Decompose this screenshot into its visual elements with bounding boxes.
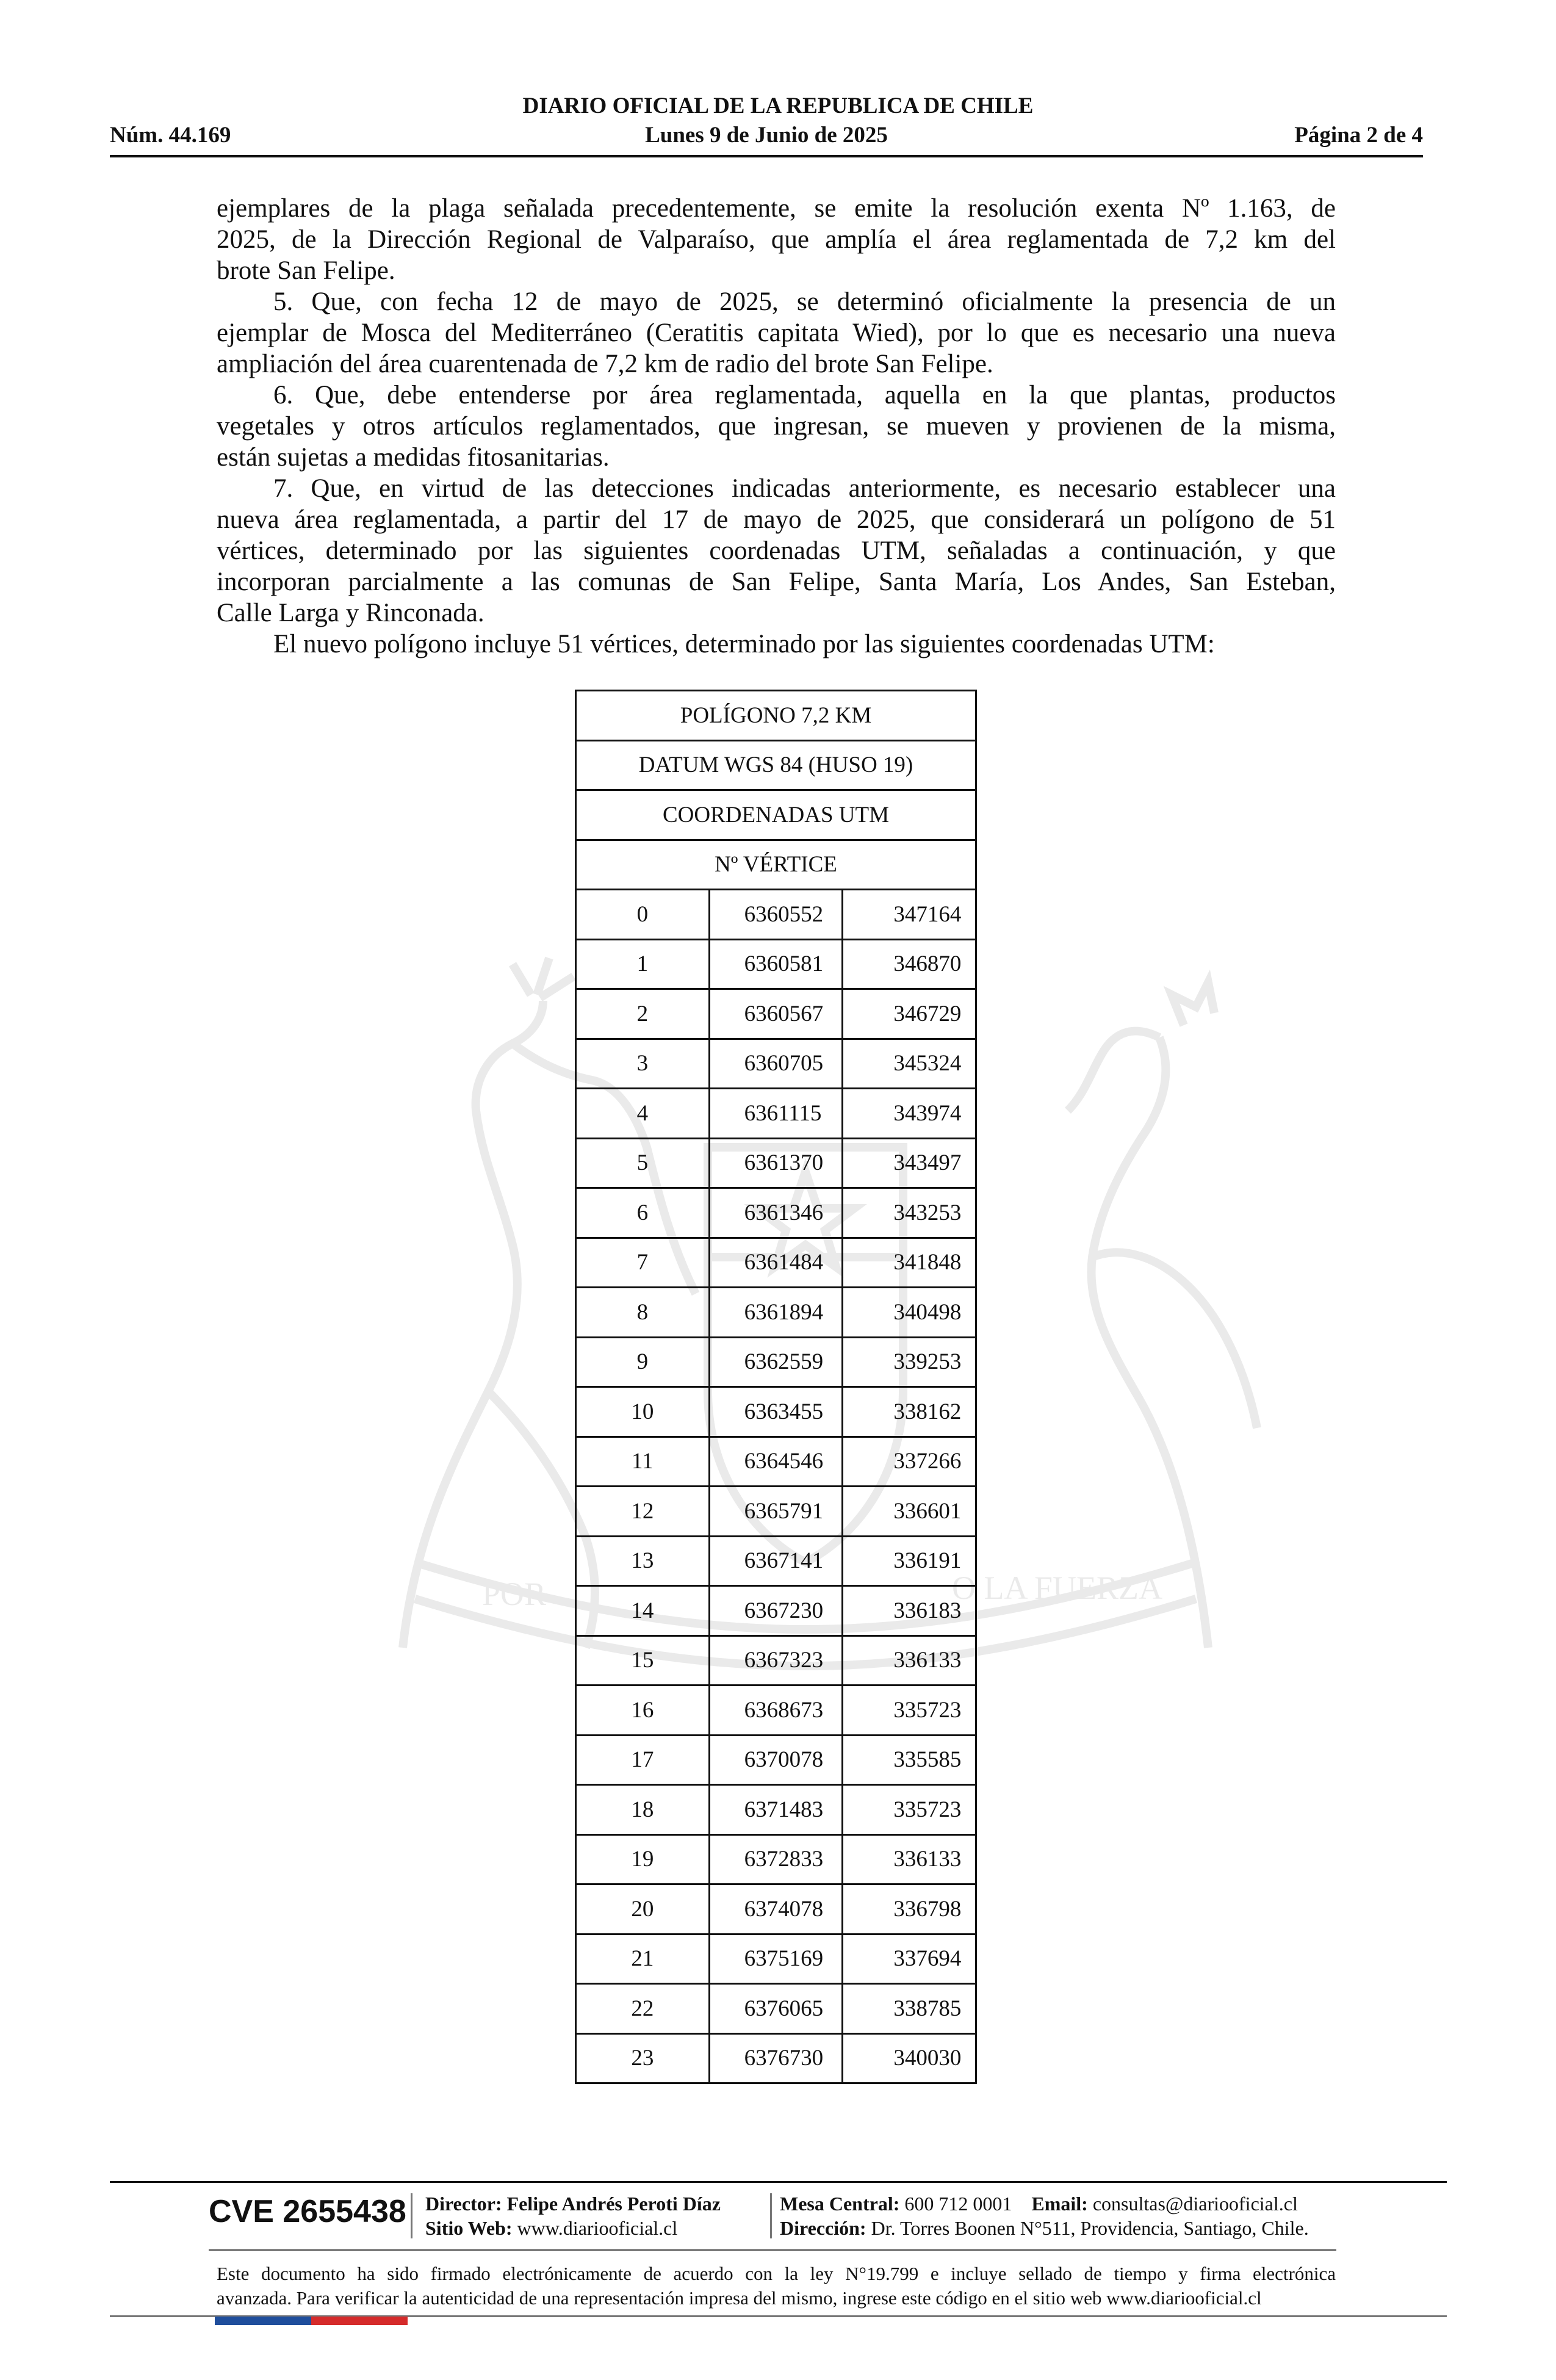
northing-cell: 6370078 [709,1735,843,1785]
easting-cell: 336798 [843,1884,976,1935]
easting-cell: 336133 [843,1834,976,1884]
email-link[interactable]: consultas@diariooficial.cl [1092,2193,1298,2215]
text-line: incorporan parcialmente a las comunas de San Felipe, Santa María, Los Andes, San Esteban, [217,568,1336,596]
easting-cell: 335585 [843,1735,976,1785]
vertex-number-cell: 9 [576,1337,710,1387]
northing-cell: 6360552 [709,890,843,940]
footer-divider-top [110,2181,1447,2183]
northing-cell: 6372833 [709,1834,843,1884]
vertex-number-cell: 8 [576,1288,710,1338]
easting-cell: 338785 [843,1984,976,2034]
vertex-number-cell: 0 [576,890,710,940]
watermark-motto-right: O LA FUERZA [952,1570,1163,1606]
vertex-number-cell: 13 [576,1536,710,1586]
text-line: vegetales y otros artículos reglamentados, que ingresan, se mueven y provienen de la misma, [217,412,1336,441]
northing-cell: 6371483 [709,1785,843,1835]
northing-cell: 6364546 [709,1437,843,1487]
easting-cell: 335723 [843,1785,976,1835]
email-label: Email: [1031,2193,1088,2215]
footer-director-block [425,2191,721,2240]
table-row [576,1138,976,1188]
northing-cell: 6367141 [709,1536,843,1586]
northing-cell: 6362559 [709,1337,843,1387]
vertex-number-cell: 19 [576,1834,710,1884]
table-row [576,1288,976,1338]
issue-number: Núm. 44.169 [110,123,231,148]
easting-cell: 336133 [843,1635,976,1686]
table-title-row [576,691,976,741]
easting-cell: 343497 [843,1138,976,1188]
footer-contact-block [780,2191,1309,2240]
northing-cell: 6363455 [709,1387,843,1437]
northing-cell: 6374078 [709,1884,843,1935]
easting-cell: 338162 [843,1387,976,1437]
northing-cell: 6367230 [709,1586,843,1636]
table-row [576,989,976,1039]
legal-line: avanzada. Para verificar la autenticidad de una representación impresa del mismo, ingrese este código en el sitio web www.diariooficial.cl [217,2287,1262,2309]
table-vertex-label-row [576,840,976,890]
paragraph-5 [217,286,1336,380]
northing-cell: 6367323 [709,1635,843,1686]
table-row [576,1089,976,1139]
vertex-number-cell: 15 [576,1635,710,1686]
text-line: nueva área reglamentada, a partir del 17 de mayo de 2025, que considerará un polígono de 51 [217,505,1336,534]
table-row [576,1387,976,1437]
easting-cell: 341848 [843,1238,976,1288]
phone-number: 600 712 0001 [904,2193,1012,2215]
table-row [576,1785,976,1835]
table-row [576,1735,976,1785]
vertex-number-cell: 4 [576,1089,710,1139]
text-line: vértices, determinado por las siguientes coordenadas UTM, señaladas a continuación, y que [217,536,1336,565]
page-indicator: Página 2 de 4 [1294,123,1423,148]
northing-cell: 6361115 [709,1089,843,1139]
easting-cell: 337694 [843,1934,976,1984]
table-row [576,890,976,940]
text-line: ampliación del área cuarentenada de 7,2 km de radio del brote San Felipe. [217,350,993,378]
text-line: ejemplares de la plaga señalada precedentemente, se emite la resolución exenta Nº 1.163, de [217,194,1336,223]
flag-blue-segment [215,2317,311,2325]
text-line: 5. Que, con fecha 12 de mayo de 2025, se determinó oficialmente la presencia de un [273,287,1336,316]
northing-cell: 6376730 [709,2033,843,2083]
issue-date: Lunes 9 de Junio de 2025 [645,123,888,148]
easting-cell: 346729 [843,989,976,1039]
footer-divider-middle [209,2249,1336,2251]
table-coords-label-row [576,790,976,840]
table-row [576,1437,976,1487]
vertex-number-cell: 17 [576,1735,710,1785]
table-row [576,1934,976,1984]
director-label: Director: [425,2193,502,2215]
text-line: 7. Que, en virtud de las detecciones indicadas anteriormente, es necesario establecer una [273,474,1336,503]
easting-cell: 343253 [843,1188,976,1238]
legal-notice [217,2262,1336,2310]
legal-line: Este documento ha sido firmado electrónicamente de acuerdo con la ley N°19.799 e incluye sellado de tiempo y firma electrónica [217,2263,1336,2284]
vertex-number-cell: 3 [576,1039,710,1089]
paragraph-continuation [217,193,1336,286]
easting-cell: 336191 [843,1536,976,1586]
vertex-number-cell: 2 [576,989,710,1039]
easting-cell: 339253 [843,1337,976,1387]
vertex-number-cell: 1 [576,939,710,989]
vertex-number-cell: 21 [576,1934,710,1984]
easting-cell: 347164 [843,890,976,940]
header-divider [110,155,1423,157]
vertex-number-cell: 14 [576,1586,710,1636]
body-text [217,193,1336,660]
table-row [576,1984,976,2034]
footer-separator [411,2193,412,2238]
text-line: brote San Felipe. [217,256,395,285]
watermark-motto-left: POR [482,1576,547,1612]
easting-cell: 336601 [843,1487,976,1537]
newspaper-title: DIARIO OFICIAL DE LA REPUBLICA DE CHILE [522,93,1034,118]
vertex-number-cell: 5 [576,1138,710,1188]
text-line: 2025, de la Dirección Regional de Valparaíso, que amplía el área reglamentada de 7,2 km del [217,225,1336,254]
easting-cell: 346870 [843,939,976,989]
vertex-number-cell: 7 [576,1238,710,1288]
vertex-number-cell: 12 [576,1487,710,1537]
web-label: Sitio Web: [425,2217,513,2239]
text-line: 6. Que, debe entenderse por área reglamentada, aquella en la que plantas, productos [273,381,1336,409]
table-row [576,1686,976,1736]
vertex-number-cell: 16 [576,1686,710,1736]
northing-cell: 6368673 [709,1686,843,1736]
paragraph-7 [217,473,1336,629]
table-row [576,1635,976,1686]
easting-cell: 337266 [843,1437,976,1487]
paragraph-polygon-intro: El nuevo polígono incluye 51 vértices, determinado por las siguientes coordenadas UTM: [273,630,1215,658]
easting-cell: 335723 [843,1686,976,1736]
vertex-number-cell: 22 [576,1984,710,2034]
table-row [576,1238,976,1288]
table-row [576,1586,976,1636]
northing-cell: 6361346 [709,1188,843,1238]
table-datum: DATUM WGS 84 (HUSO 19) [576,740,976,790]
table-row [576,1536,976,1586]
vertex-number-cell: 18 [576,1785,710,1835]
vertex-number-cell: 6 [576,1188,710,1238]
easting-cell: 340498 [843,1288,976,1338]
phone-label: Mesa Central: [780,2193,900,2215]
vertex-number-cell: 11 [576,1437,710,1487]
table-title: POLÍGONO 7,2 KM [576,691,976,741]
northing-cell: 6361894 [709,1288,843,1338]
northing-cell: 6375169 [709,1934,843,1984]
cve-code: CVE 2655438 [209,2194,406,2229]
table-row [576,2033,976,2083]
address-label: Dirección: [780,2217,866,2239]
text-line: están sujetas a medidas fitosanitarias. [217,443,610,472]
text-line: ejemplar de Mosca del Mediterráneo (Ceratitis capitata Wied), por lo que es necesario una nueva [217,319,1336,347]
northing-cell: 6360705 [709,1039,843,1089]
northing-cell: 6360581 [709,939,843,989]
web-link[interactable]: www.diariooficial.cl [517,2217,678,2239]
address-text: Dr. Torres Boonen N°511, Providencia, Santiago, Chile. [871,2217,1309,2239]
easting-cell: 343974 [843,1089,976,1139]
northing-cell: 6365791 [709,1487,843,1537]
northing-cell: 6376065 [709,1984,843,2034]
table-coords-label: COORDENADAS UTM [576,790,976,840]
northing-cell: 6361484 [709,1238,843,1288]
table-datum-row [576,740,976,790]
paragraph-6 [217,380,1336,473]
table-row [576,1884,976,1935]
flag-red-segment [311,2317,408,2325]
table-row [576,1039,976,1089]
easting-cell: 340030 [843,2033,976,2083]
table-row [576,1188,976,1238]
coordinates-table [575,690,977,2084]
table-vertex-label: Nº VÉRTICE [576,840,976,890]
table-row [576,1834,976,1884]
footer-separator [770,2193,772,2238]
vertex-number-cell: 10 [576,1387,710,1437]
vertex-number-cell: 20 [576,1884,710,1935]
text-line: Calle Larga y Rinconada. [217,599,484,627]
director-name: Felipe Andrés Peroti Díaz [506,2193,721,2215]
table-row [576,939,976,989]
flag-color-bar [215,2317,408,2325]
table-row [576,1487,976,1537]
northing-cell: 6360567 [709,989,843,1039]
easting-cell: 345324 [843,1039,976,1089]
easting-cell: 336183 [843,1586,976,1636]
table-row [576,1337,976,1387]
northing-cell: 6361370 [709,1138,843,1188]
vertex-number-cell: 23 [576,2033,710,2083]
